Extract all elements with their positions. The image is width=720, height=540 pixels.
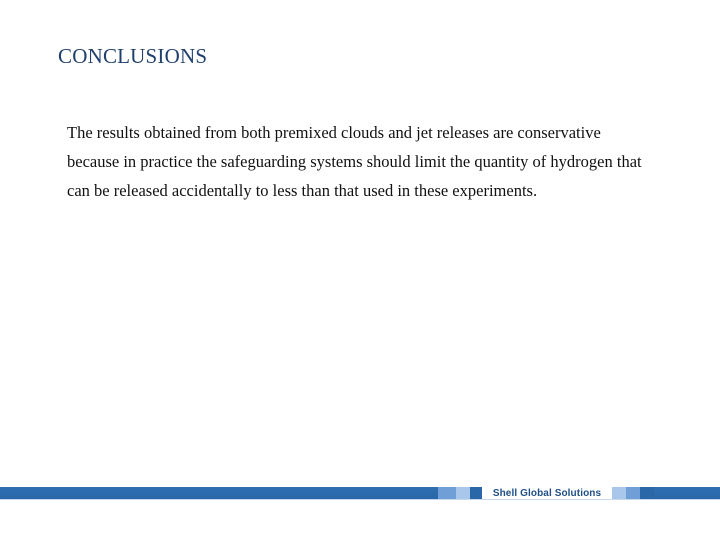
- slide-title: CONCLUSIONS: [58, 44, 208, 68]
- footer-block: [438, 487, 456, 499]
- footer-block: [456, 487, 470, 499]
- brand-logo: Shell Global Solutions: [482, 487, 612, 499]
- footer-block: [640, 487, 654, 499]
- footer-block: [470, 487, 482, 499]
- conclusion-text: The results obtained from both premixed clouds and jet releases are conservative because in practice the safeguarding systems should limit the quantity of hydrogen that can be released accidentally to less than that used in these experiments.: [67, 123, 642, 200]
- footer-block: [612, 487, 626, 499]
- footer-block: [626, 487, 640, 499]
- footer-divider: [0, 499, 720, 500]
